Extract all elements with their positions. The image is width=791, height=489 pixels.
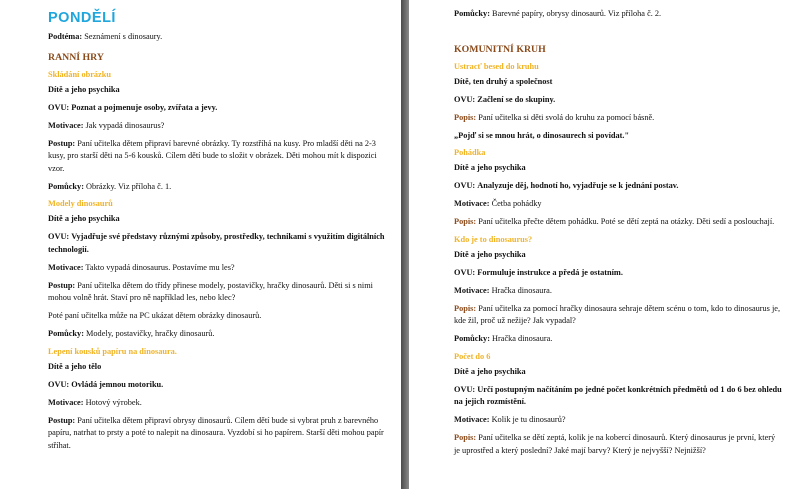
section-heading-community-circle: KOMUNITNÍ KRUH xyxy=(454,43,546,55)
activity-heading: Skládání obrázku xyxy=(48,69,111,79)
procedure-text: Postup: Paní učitelka dětem připraví barevné obrázky. Ty rozstříhá na kusy. Pro mladší děti na 2-3 kusy, pro starší děti na 5-6 kousků. Cílem dětí bude to složit v obrázek. Děti mohou mít k dispozici vzor. xyxy=(48,138,377,173)
motivation-text: Motivace: Hotový výrobek. xyxy=(48,397,142,407)
ovu-text: OVU: Určí postupným načítáním po jedné počet konkrétních předmětů od 1 do 6 bez ohledu na jejich rozmístění. xyxy=(454,384,782,406)
motivation-text: Motivace: Četba pohádky xyxy=(454,199,542,208)
description-text: Popis: Paní učitelka se dětí zeptá, kolik je na kobercí dinosaurů. Který dinosaurus je první, který je uprostřed a který poslední? Jaké mají barvy? Který je nejvyšší? Nejnižší? xyxy=(454,433,776,455)
ovu-text: OVU: Formuluje instrukce a předá je ostatním. xyxy=(454,267,623,277)
tools-text: Pomůcky: Barevné papíry, obrysy dinosaurů. Viz příloha č. 2. xyxy=(454,9,662,18)
poem-text: „Pojď si se mnou hrát, o dinosaurech si povídat." xyxy=(454,130,630,140)
page-gutter xyxy=(401,0,409,489)
procedure-text: Postup: Paní učitelka dětem do třídy přinese modely, postavičky, hračky dinosaurů. Děti si s nimi mohou volně hrát. Staví pro ně například les, nebo klec? xyxy=(48,280,373,302)
activity-heading: Počet do 6 xyxy=(454,351,491,361)
activity-heading: Lepení kousků papíru na dinosaura. xyxy=(48,346,177,356)
area-label: Dítě, ten druhý a společnost xyxy=(454,76,553,86)
section-heading-morning-games: RANNÍ HRY xyxy=(48,51,104,63)
motivation-text: Motivace: Takto vypadá dinosaurus. Postavíme mu les? xyxy=(48,262,235,272)
ovu-text: OVU: Začlení se do skupiny. xyxy=(454,94,556,104)
area-label: Dítě a jeho psychika xyxy=(454,163,526,172)
subtopic: Podtéma: Seznámení s dinosaury. xyxy=(48,32,163,41)
area-label: Dítě a jeho tělo xyxy=(48,361,102,371)
activity-heading: Pohádka xyxy=(454,148,486,157)
motivation-text: Motivace: Hračka dinosaura. xyxy=(454,285,552,295)
tools-text: Pomůcky: Hračka dinosaura. xyxy=(454,334,553,343)
ovu-text: OVU: Poznat a pojmenuje osoby, zvířata a jevy. xyxy=(48,102,218,112)
procedure-text: Postup: Paní učitelka dětem připraví obrysy dinosaurů. Cílem dětí bude si vybrat pruh z barevného papíru, natrhat to prsty a poté to nalepit na dinosaura. Vyzdobí si ho papírem. Starší děti mohou papír stříhat. xyxy=(48,415,384,450)
extra-text: Poté paní učitelka může na PC ukázat dětem obrázky dinosaurů. xyxy=(48,311,262,320)
tools-text: Pomůcky: Modely, postavičky, hračky dinosaurů. xyxy=(48,329,215,338)
activity-heading: Ustracť besed do kruhu xyxy=(454,61,539,71)
area-label: Dítě a jeho psychika xyxy=(48,214,120,223)
page-title: PONDĚLÍ xyxy=(48,10,116,26)
ovu-text: OVU: Analyzuje děj, hodnotí ho, vyjadřuje se k jednání postav. xyxy=(454,181,679,190)
area-label: Dítě a jeho psychika xyxy=(454,249,526,259)
motivation-text: Motivace: Jak vypadá dinosaurus? xyxy=(48,120,165,130)
tools-text: Pomůcky: Obrázky. Viz příloha č. 1. xyxy=(48,181,172,191)
activity-heading: Kdo je to dinosaurus? xyxy=(454,234,533,244)
ovu-text: OVU: Ovládá jemnou motoriku. xyxy=(48,379,164,389)
description-text: Popis: Paní učitelka za pomocí hračky dinosaura sehraje dětem scénu o tom, kdo to dinosaurus je, kde žil, proč už nežije? Jak vypadal? xyxy=(454,303,781,325)
ovu-text: OVU: Vyjadřuje své představy různými způsoby, prostředky, technikami s využitím digitálních technologií. xyxy=(48,232,385,254)
document-page-right xyxy=(409,0,791,489)
motivation-text: Motivace: Kolik je tu dinosaurů? xyxy=(454,415,566,424)
area-label: Dítě a jeho psychika xyxy=(454,366,526,376)
activity-heading: Modely dinosaurů xyxy=(48,199,113,208)
description-text: Popis: Paní učitelka přečte dětem pohádku. Poté se dětí zeptá na otázky. Děti sedí a poslouchají. xyxy=(454,217,775,226)
description-text: Popis: Paní učitelka si děti svolá do kruhu za pomocí básně. xyxy=(454,112,655,122)
area-label: Dítě a jeho psychika xyxy=(48,84,120,94)
